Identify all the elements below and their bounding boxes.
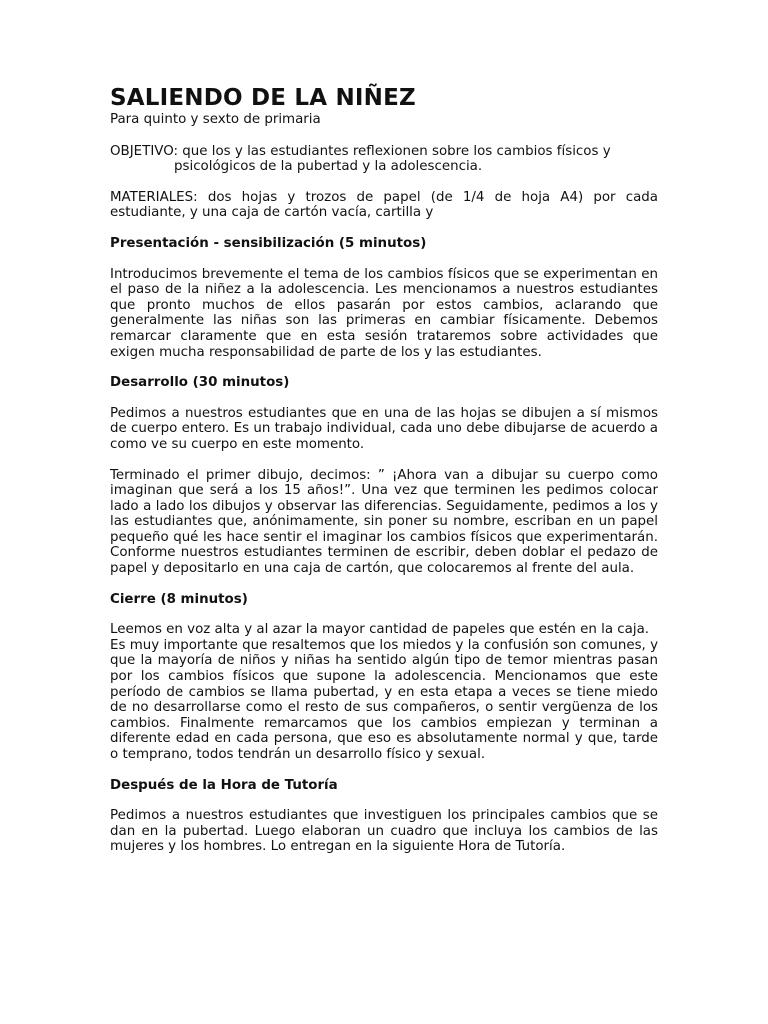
objective-line-2: psicológicos de la pubertad y la adolescencia. [174,159,483,175]
objective-text [110,144,658,175]
section-paragraph: Terminado el primer dibujo, decimos: ” ¡Ahora van a dibujar su cuerpo como imaginan que será a los 15 años!”. Una vez que terminen les pedimos colocar lado a lado los dibujos y observar las diferencias. Seguidamente, pedimos a los y las estudiantes que, anónimamente, sin poner su nombre, escriban en un papel pequeño qué les hace sentir el imaginar los cambios físicos que experimentarán. Conforme nuestros estudiantes terminen de escribir, deben doblar el pedazo de papel y depositarlo en una caja de cartón, que colocaremos al frente del aula. [110,467,658,577]
section-paragraph: Pedimos a nuestros estudiantes que investiguen los principales cambios que se dan en la pubertad. Luego elaboran un cuadro que incluya los cambios de las mujeres y los hombres. Lo entregan en la siguiente Hora de Tutoría. [110,808,658,855]
section-heading-despues: Después de la Hora de Tutoría [110,777,338,793]
document-title: SALIENDO DE LA NIÑEZ [110,85,416,111]
materials-text: MATERIALES: dos hojas y trozos de papel (de 1/4 de hoja A4) por cada estudiante, y una caja de cartón vacía, cartilla y [110,189,658,221]
section-paragraph: Es muy importante que resaltemos que los miedos y la confusión son comunes, y que la mayoría de niños y niñas ha sentido algún tipo de temor mientras pasan por los cambios físicos que supone la adolescencia. Mencionamos que este período de cambios se llama pubertad, y en esta etapa a veces se tiene miedo de no desarrollarse como el resto de sus compañeros, o sentir vergüenza de los cambios. Finalmente remarcamos que los cambios empiezan y terminan a diferente edad en cada persona, que eso es absolutamente normal y que, tarde o temprano, todos tendrán un desarrollo físico y sexual. [110,637,658,762]
document-page [110,84,658,870]
section-paragraph: Pedimos a nuestros estudiantes que en una de las hojas se dibujen a sí mismos de cuerpo entero. Es un trabajo individual, cada uno debe dibujarse de acuerdo a como ve su cuerpo en este momento. [110,405,658,452]
objective-line-1: OBJETIVO: que los y las estudiantes reflexionen sobre los cambios físicos y [110,143,611,159]
document-subtitle: Para quinto y sexto de primaria [110,112,321,127]
section-paragraph: Introducimos brevemente el tema de los cambios físicos que se experimentan en el paso de la niñez a la adolescencia. Les mencionamos a nuestros estudiantes que pronto muchos de ellos pasarán por estos cambios, aclarando que generalmente las niñas son las primeras en cambiar físicamente. Debemos remarcar claramente que en esta sesión trataremos sobre actividades que exigen mucha responsabilidad de parte de los y las estudiantes. [110,266,658,360]
section-paragraph: Leemos en voz alta y al azar la mayor cantidad de papeles que estén en la caja. [110,622,650,638]
section-heading-desarrollo: Desarrollo (30 minutos) [110,375,290,391]
section-heading-presentacion: Presentación - sensibilización (5 minutos) [110,235,427,251]
section-heading-cierre: Cierre (8 minutos) [110,591,248,607]
